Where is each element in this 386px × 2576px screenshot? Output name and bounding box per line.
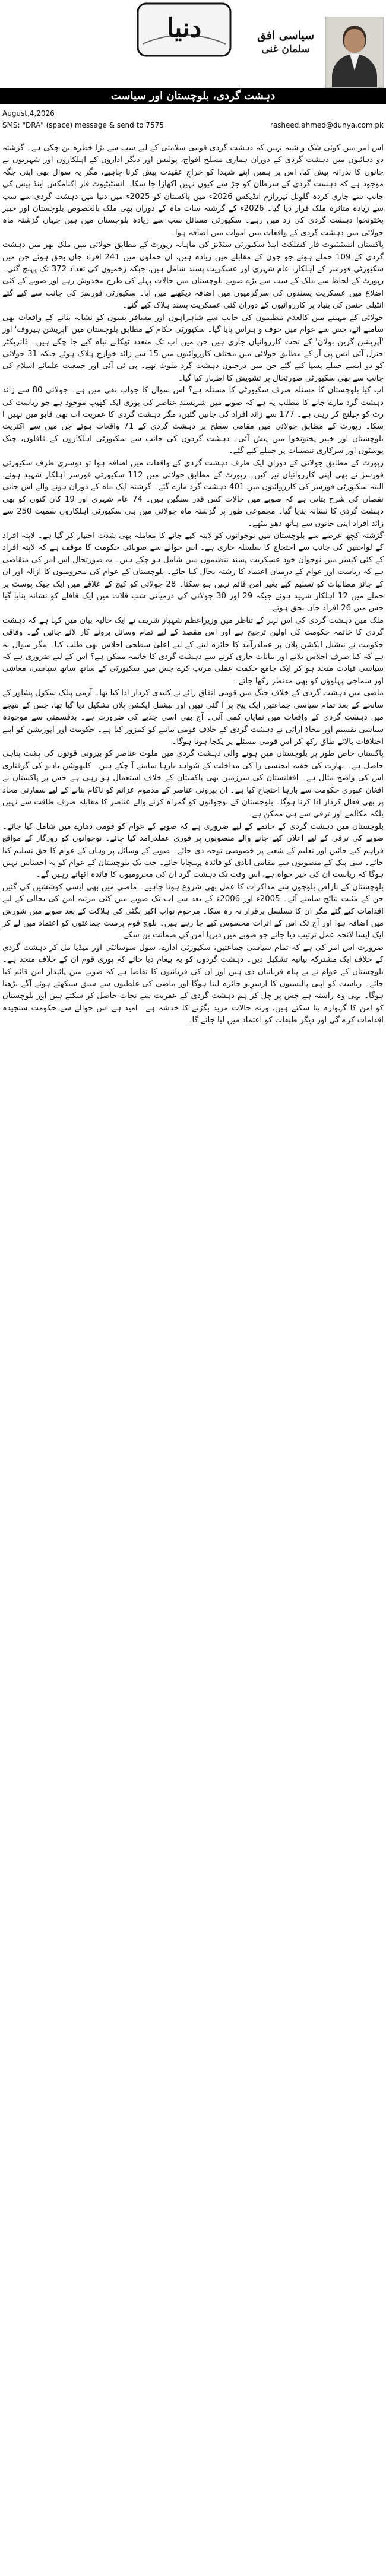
author-block [247, 28, 324, 56]
paragraph: ماضی میں دہشت گردی کے خلاف جنگ میں قومی اتفاقِ رائے نے کلیدی کردار ادا کیا تھا۔ آرمی پبلک سکول پشاور کے سانحے کے بعد تمام سیاسی جماعتیں ایک پیج پر آ گئی تھیں اور نیشنل ایکشن پلان تشکیل دیا گیا تھا، جس کے نتیجے میں دہشت گردی کے واقعات میں نمایاں کمی آئی۔ آج بھی اسی جذبے کی ضرورت ہے۔ بدقسمتی سے موجودہ سیاسی تقسیم اور محاذ آرائی نے دہشت گردی کے خلاف قومی بیانیے کو کمزور کیا ہے۔ حکومت اور اپوزیشن کو اپنے اختلافات بالائے طاق رکھ کر اس قومی مسئلے پر یکجا ہونا ہوگا۔ [2, 689, 384, 746]
author-email: rasheed.ahmed@dunya.com.pk [270, 121, 384, 129]
author-title: سیاسی افق [257, 29, 315, 42]
logo-icon [137, 2, 232, 57]
meta-contact-row [0, 120, 386, 131]
paragraph: بلوچستان کے ناراض بلوچوں سے مذاکرات کا عمل بھی شروع ہونا چاہیے۔ ماضی میں بھی ایسی کوششیں کی گئیں جن کے مثبت نتائج سامنے آئے۔ 2005ء اور 2006ء کے بعد سے اب تک صوبے میں کئی مرتبہ امن کی بحالی کے لیے اقدامات کیے گئے مگر ان کا تسلسل برقرار نہ رہ سکا۔ مرحوم نواب اکبر بگٹی کی ہلاکت کے بعد صوبے میں شورش میں اضافہ ہوا اور آج تک اس کے اثرات محسوس کیے جا رہے ہیں۔ بلوچ قوم پرست جماعتوں کو اعتماد میں لے کر ایک ایسا لائحہ عمل ترتیب دیا جائے جو صوبے میں دیرپا امن کی ضمانت بن سکے۔ [2, 882, 384, 940]
photo-face-shape [344, 29, 365, 53]
paragraph: گزشتہ کچھ عرصے سے بلوچستان میں نوجوانوں کو لاپتہ کیے جانے کا معاملہ بھی شدت اختیار کر گیا ہے۔ لاپتہ افراد کے لواحقین کی جانب سے احتجاج کا سلسلہ جاری ہے۔ اس حوالے سے صوبائی حکومت کا موقف ہے کہ لاپتہ افراد کے کئی کیسز میں نوجوان خود عسکریت پسند تنظیموں میں شامل ہو چکے ہیں۔ یہ صورتحال اس امر کی متقاضی ہے کہ ریاست اور عوام کے درمیان اعتماد کا رشتہ بحال کیا جائے۔ بلوچستان کے عوام کی محرومیوں کا ازالہ اور ان کے جائز مطالبات کو تسلیم کیے بغیر امن قائم نہیں ہو سکتا۔ 28 جولائی کو کیچ کے علاقے میں ایک چیک پوسٹ پر حملے میں 12 اہلکار شہید ہوئے جبکہ 29 اور 30 جولائی کی درمیانی شب قلات میں ایک قافلے کو نشانہ بنایا گیا جس میں 26 افراد جاں بحق ہوئے۔ [2, 531, 384, 613]
headline: دہشت گردی، بلوچستان اور سیاست [110, 90, 276, 102]
author-photo [325, 17, 384, 88]
article-body [2, 142, 384, 2571]
meta-date-row [0, 108, 386, 119]
headline-bar [0, 88, 386, 104]
paragraph: پاکستان انسٹیٹیوٹ فار کنفلکٹ اینڈ سکیورٹی سٹڈیز کی ماہانہ رپورٹ کے مطابق جولائی میں ملک بھر میں دہشت گردی کے 109 حملے ہوئے جو جون کے مقابلے میں زیادہ ہیں، ان حملوں میں 241 افراد جاں بحق ہوئے جن میں سکیورٹی فورسز کے اہلکار، عام شہری اور عسکریت پسند شامل ہیں، جبکہ زخمیوں کی تعداد 372 تک پہنچ گئی۔ رپورٹ کے لحاظ سے ملک کے سب سے بڑے صوبے بلوچستان میں حالات پہلے کی طرح مخدوش رہے اور صوبے کے کئی اضلاع میں عسکریت پسندوں کی سرگرمیوں میں اضافہ دیکھنے میں آیا۔ سکیورٹی فورسز کی جانب سے کیے گئے انٹیلی جنس کی بنیاد پر کارروائیوں کے دوران کئی عسکریت پسند ہلاک کیے گئے۔ [2, 240, 384, 310]
paragraph: بلوچستان میں دہشت گردی کے خاتمے کے لیے ضروری ہے کہ صوبے کے عوام کو قومی دھارے میں شامل کیا جائے۔ صوبے کی ترقی کے لیے اعلان کیے جانے والے منصوبوں پر فوری عملدرآمد کیا جائے۔ نوجوانوں کو روزگار کے مواقع فراہم کیے جائیں اور تعلیم کے شعبے پر خصوصی توجہ دی جائے۔ صوبے کے وسائل پر وہاں کے عوام کا حق تسلیم کیا جائے۔ سی پیک کے منصوبوں سے مقامی آبادی کو فائدہ پہنچایا جائے۔ جب تک بلوچستان کے عوام کو یہ احساس نہیں ہوگا کہ ریاست ان کی خیر خواہ ہے، اس وقت تک دہشت گرد ان کی محرومیوں کا فائدہ اٹھاتے رہیں گے۔ [2, 822, 384, 880]
paragraph: جولائی کے مہینے میں کالعدم تنظیموں کی جانب سے شاہراہوں اور مسافر بسوں کو نشانہ بنانے کے واقعات بھی سامنے آئے، جس سے عوام میں خوف و ہراس پایا گیا۔ سکیورٹی حکام کے مطابق بلوچستان میں 'آپریشن ہیروف' اور 'آپریشن گرین بولان' کے تحت کارروائیاں جاری ہیں جن میں اب تک متعدد ٹھکانے تباہ کیے جا چکے ہیں۔ ڈائریکٹر جنرل آئی ایس پی آر کے مطابق جولائی میں مختلف کارروائیوں میں 15 سے زائد خوارج ہلاک ہوئے جبکہ 31 جولائی کو دو ایسے حملے پسپا کیے گئے جن میں درجنوں دہشت گرد ملوث تھے۔ پی ٹی آئی اور جمعیت علمائے اسلام کی جانب سے بھی سکیورٹی صورتحال پر تشویش کا اظہار کیا گیا۔ [2, 313, 384, 383]
paragraph: اس امر میں کوئی شک و شبہ نہیں کہ دہشت گردی قومی سلامتی کے لیے سب سے بڑا خطرہ بن چکی ہے۔ گزشتہ دو دہائیوں میں دہشت گردی کے دوران ہماری مسلح افواج، پولیس اور دیگر اداروں کے اہلکاروں اور شہریوں نے جانوں کا نذرانہ پیش کیا، اس پر ہمیں اپنے شہدا کو خراجِ عقیدت پیش کرنا چاہیے، مگر یہ سوال بھی اپنی جگہ موجود ہے کہ دہشت گردی کے سرطان کو جڑ سے کیوں نہیں اکھاڑا جا سکا۔ انسٹیٹیوٹ فار اکنامکس اینڈ پیس کی جانب سے جاری کردہ گلوبل ٹیررازم انڈیکس 2026ء میں پاکستان کو 2025ء میں دنیا میں دہشت گردی سے سب سے زیادہ متاثرہ ملک قرار دیا گیا۔ 2026ء کے گزشتہ سات ماہ کے دوران بھی ملک بالخصوص بلوچستان اور خیبر پختونخوا دہشت گردی کی زد میں رہے۔ سکیورٹی مسائل سب سے زیادہ بلوچستان میں ہیں جہاں گزشتہ ماہ جولائی میں دہشت گردی کے واقعات میں اموات میں اضافہ ہوا۔ [2, 144, 384, 237]
article-header [0, 0, 386, 137]
paragraph: اب کیا بلوچستان کا مسئلہ صرف سکیورٹی کا مسئلہ ہے؟ اس سوال کا جواب نفی میں ہے۔ جولائی 80 سے زائد دہشت گرد مارے جانے کا مطلب یہ ہے کہ صوبے میں شرپسند عناصر کی پوری ایک کھیپ موجود ہے جو ریاست کی رٹ کو چیلنج کر رہی ہے۔ 177 سے زائد افراد کی جانیں گئیں، مگر دہشت گردی کا عفریت اب بھی قابو میں نہیں آ سکا۔ رپورٹ کے مطابق جولائی میں مقامی سطح پر دہشت گردی کے 71 واقعات ہوئے جن میں سے اکثریت بلوچستان اور خیبر پختونخوا میں پیش آئی۔ دہشت گردوں کی جانب سے سکیورٹی اہلکاروں کے قافلوں، چیک پوسٹوں اور سرکاری تنصیبات پر حملے کیے گئے۔ [2, 386, 384, 456]
logo-text: دنیا [166, 13, 202, 43]
paragraph: رپورٹ کے مطابق جولائی کے دوران ایک طرف دہشت گردی کے واقعات میں اضافہ ہوا تو دوسری طرف سکیورٹی فورسز نے بھی اپنی کارروائیاں تیز کیں۔ رپورٹ کے مطابق جولائی میں 112 سکیورٹی فورسز اہلکار شہید ہوئے، البتہ سکیورٹی فورسز کی کارروائیوں میں 401 دہشت گرد مارے گئے۔ گزشتہ ایک ماہ کے دوران ہونے والے اس جانی نقصان کی شرح بتاتی ہے کہ صوبے میں حالات کس قدر سنگین ہیں۔ 74 عام شہری اور 19 کان کنوں کو بھی دہشت گردی کا نشانہ بنایا گیا۔ مجموعی طور پر گزشتہ ماہ جولائی میں ہی سکیورٹی اہلکاروں سمیت 250 سے زائد افراد اپنی جانوں سے ہاتھ دھو بیٹھے۔ [2, 458, 384, 528]
paragraph: ملک میں دہشت گردی کی اس لہر کے تناظر میں وزیراعظم شہباز شریف نے ایک حالیہ بیان میں کہا ہے کہ دہشت گردی کا خاتمہ حکومت کی اولین ترجیح ہے اور اس مقصد کے لیے تمام وسائل بروئے کار لائے جائیں گے۔ وفاقی حکومت نے نیشنل ایکشن پلان پر عملدرآمد کا جائزہ لینے کے لیے اعلیٰ سطحی اجلاس بھی طلب کیا۔ مگر سوال یہ ہے کہ کیا صرف اجلاس بلانے اور بیانات جاری کرنے سے دہشت گردی کا خاتمہ ممکن ہے؟ اس کے لیے ضروری ہے کہ سیاسی قیادت متحد ہو کر ایک جامع حکمت عملی مرتب کرے جس میں سکیورٹی کے ساتھ ساتھ سیاسی، معاشی اور سماجی پہلوؤں کو بھی مدنظر رکھا جائے۔ [2, 616, 384, 686]
author-name: سلمان غنی [261, 43, 310, 55]
paragraph: ضرورت اس امر کی ہے کہ تمام سیاسی جماعتیں، سکیورٹی ادارے، سول سوسائٹی اور میڈیا مل کر دہشت گردی کے خلاف ایک مشترکہ بیانیہ تشکیل دیں۔ دہشت گردوں کو یہ پیغام دیا جائے کہ پوری قوم ان کے خلاف متحد ہے۔ بلوچستان کے عوام نے بے پناہ قربانیاں دی ہیں اور ان کی قربانیوں کا تقاضا ہے کہ صوبے میں پائیدار امن قائم کیا جائے۔ ریاست کو اپنی پالیسیوں کا ازسرِنو جائزہ لینا ہوگا اور ماضی کی غلطیوں سے سبق سیکھتے ہوئے آگے بڑھنا ہوگا۔ یہی وہ راستہ ہے جس پر چل کر ہم دہشت گردی کے عفریت سے نجات حاصل کر سکتے ہیں اور بلوچستان کو امن کا گہوارہ بنا سکتے ہیں، ورنہ حالات مزید بگڑنے کا خدشہ ہے۔ امید ہے اس حوالے سے حکومت سنجیدہ اقدامات کرے گی اور دیگر طبقات کو اعتماد میں لیا جائے گا۔ [2, 943, 384, 1025]
article-date: August,4,2026 [2, 109, 55, 118]
paragraph: پاکستان خاص طور پر بلوچستان میں ہونے والی دہشت گردی میں ملوث عناصر کو بیرونی قوتوں کی پشت پناہی حاصل ہے۔ بھارت کی خفیہ ایجنسی را کی مداخلت کے شواہد بارہا سامنے آ چکے ہیں۔ کلبھوشن یادیو کی گرفتاری اس کی واضح مثال ہے۔ افغانستان کی سرزمین بھی پاکستان کے خلاف استعمال ہو رہی ہے جس پر پاکستان نے افغان عبوری حکومت سے بارہا احتجاج کیا ہے۔ ان بیرونی عناصر کے مذموم عزائم کو ناکام بنانے کے لیے سفارتی محاذ پر بھی فعال کردار ادا کرنا ہوگا۔ بلوچستان کے نوجوانوں کو گمراہ کرنے والے عناصر کا مقابلہ صرف طاقت سے نہیں بلکہ مکالمے اور ترقی سے ہی ممکن ہے۔ [2, 749, 384, 819]
sms-note: SMS: "DRA" (space) message & send to 7575 [2, 121, 164, 129]
